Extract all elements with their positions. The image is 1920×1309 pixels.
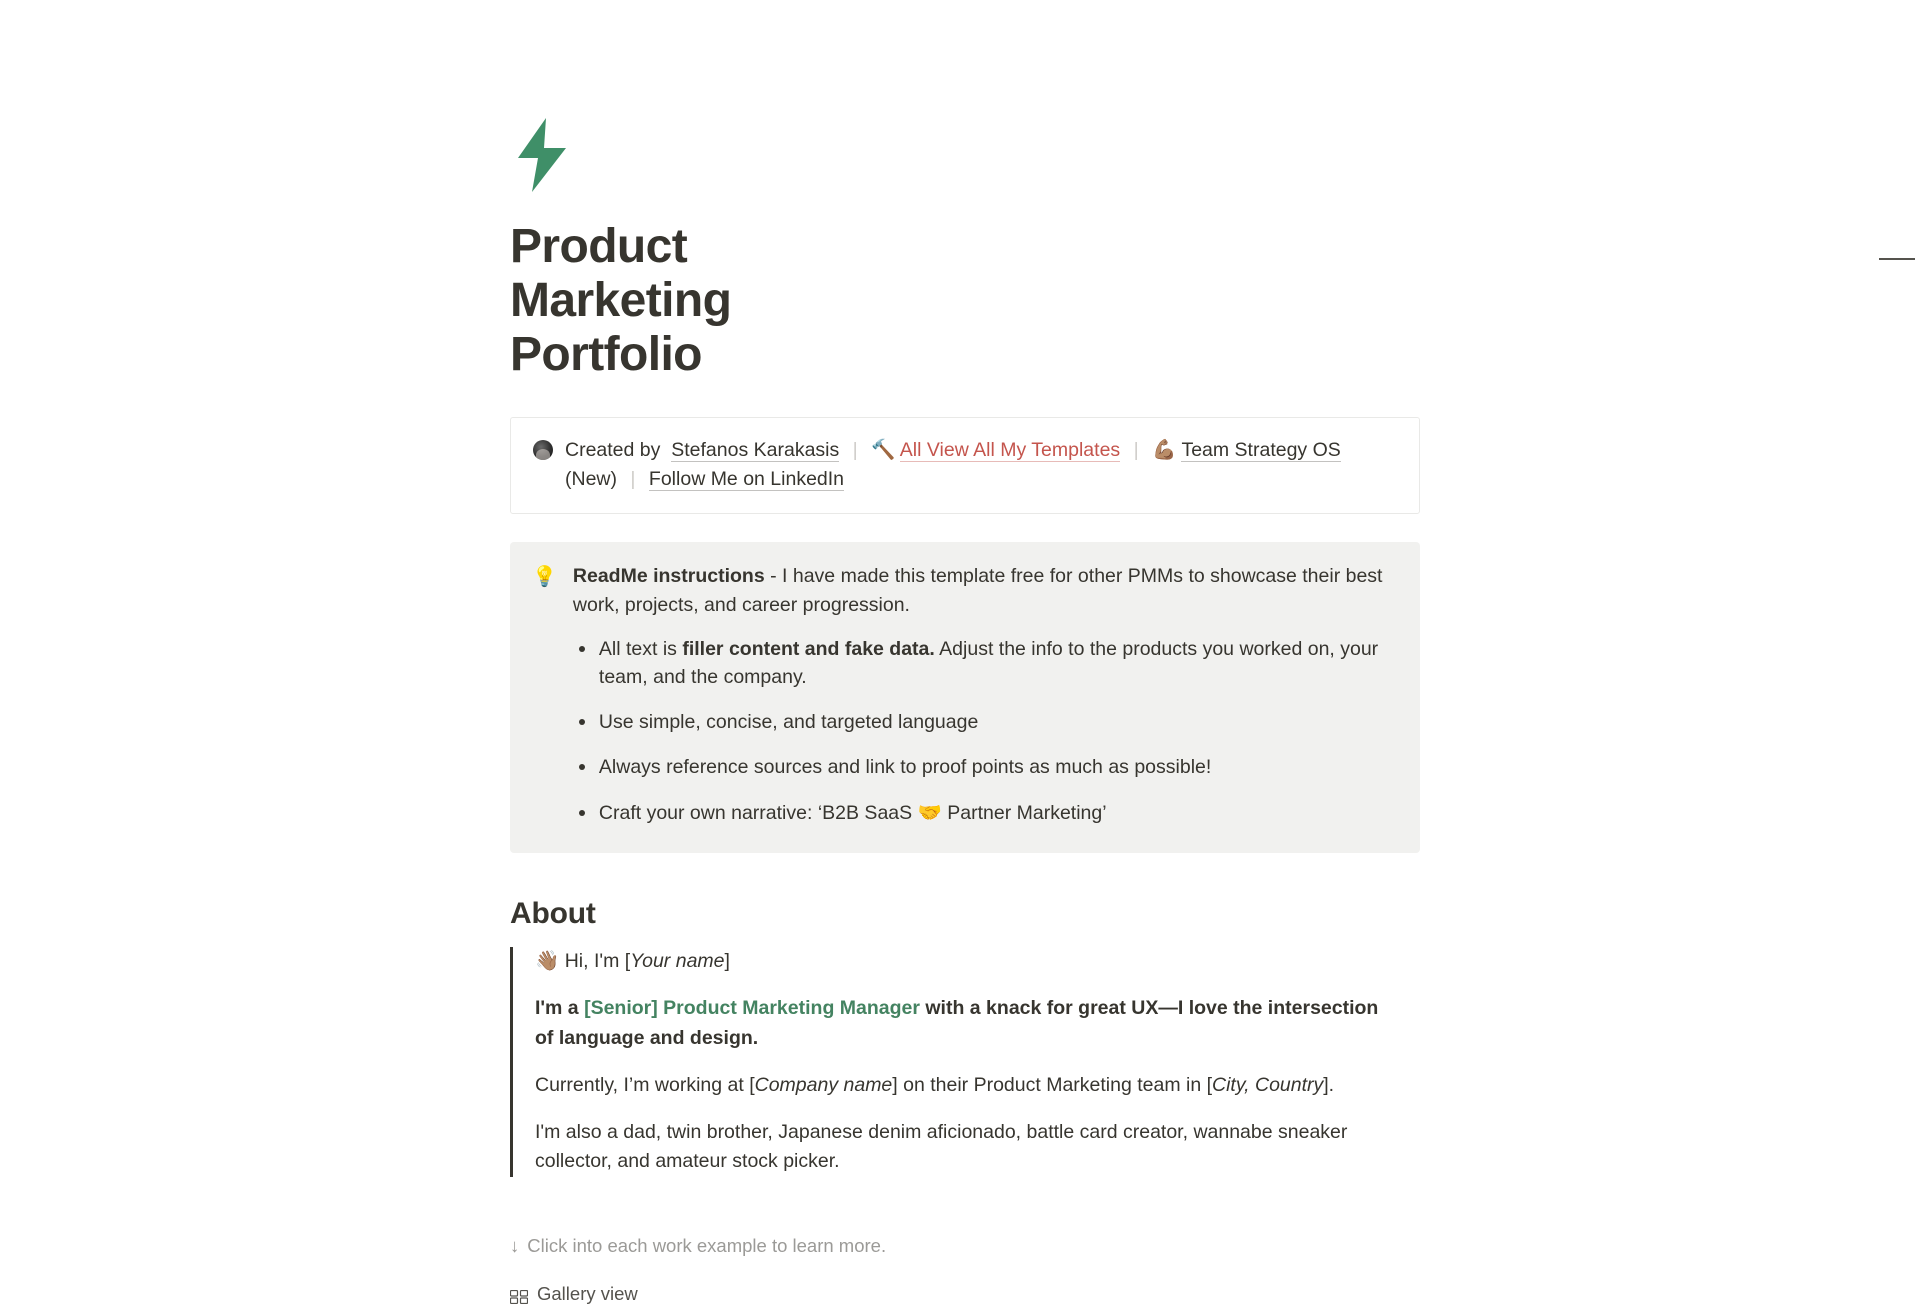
created-by-callout bbox=[510, 417, 1420, 514]
about-heading: About bbox=[510, 897, 596, 931]
gallery-view-icon bbox=[510, 1287, 528, 1301]
linkedin-link[interactable]: Follow Me on LinkedIn bbox=[648, 467, 845, 490]
about-personal: I'm also a dad, twin brother, Japanese denim aficionado, battle card creator, wannabe sneaker collector, and amateur stock picker. bbox=[535, 1121, 1348, 1173]
list-item: Always reference sources and link to proof points as much as possible! bbox=[599, 753, 1394, 781]
avatar bbox=[533, 440, 553, 460]
hammer-icon: 🔨 bbox=[871, 439, 896, 462]
lightning-bolt-logo bbox=[510, 118, 572, 192]
gallery-hint-text: Click into each work example to learn more. bbox=[527, 1234, 887, 1256]
readme-intro: - I have made this template free for other PMMs to showcase their best work, projects, and career progression. bbox=[572, 565, 1383, 617]
created-by-prefix: Created by bbox=[565, 439, 661, 462]
readme-bullet-list bbox=[573, 635, 1394, 827]
readme-heading: ReadMe instructions bbox=[572, 565, 765, 588]
divider-3: | bbox=[630, 467, 636, 490]
gallery-hint bbox=[510, 1235, 910, 1257]
divider-1: | bbox=[852, 439, 858, 462]
down-arrow-icon: ↓ bbox=[510, 1234, 520, 1256]
author-link[interactable]: Stefanos Karakasis bbox=[671, 439, 840, 462]
list-item: All text is filler content and fake data. Adjust the info to the products you worked on, your team, and the company. bbox=[599, 635, 1394, 692]
readme-body bbox=[573, 562, 1394, 827]
gallery-view-label: Gallery view bbox=[537, 1282, 638, 1304]
about-current-role: Currently, I’m working at [Company name] on their Product Marketing team in [City, Country]. bbox=[535, 1073, 1335, 1096]
collapse-handle[interactable] bbox=[1879, 258, 1915, 260]
page-title: Product Marketing Portfolio bbox=[510, 220, 732, 381]
strategy-note: (New) bbox=[565, 467, 617, 490]
gallery-view-tab[interactable] bbox=[510, 1283, 910, 1305]
created-by-text bbox=[565, 436, 1397, 493]
about-quote-block bbox=[510, 947, 1400, 1177]
about-greeting: 👋🏽 Hi, I'm [Your name] bbox=[535, 950, 730, 973]
list-item: Craft your own narrative: ‘B2B SaaS 🤝 Partner Marketing’ bbox=[599, 799, 1394, 827]
muscle-icon: 💪🏽 bbox=[1152, 439, 1177, 462]
list-item: Use simple, concise, and targeted language bbox=[599, 708, 1394, 736]
all-templates-link[interactable]: All View All My Templates bbox=[899, 439, 1121, 462]
divider-2: | bbox=[1133, 439, 1139, 462]
readme-callout bbox=[510, 542, 1420, 853]
team-strategy-os-link[interactable]: Team Strategy OS bbox=[1181, 439, 1341, 462]
wave-icon: 👋🏽 bbox=[535, 950, 560, 973]
about-headline: I'm a [Senior] Product Marketing Manager with a knack for great UX—I love the intersection of language and design. bbox=[535, 997, 1379, 1049]
lightbulb-icon: 💡 bbox=[532, 566, 557, 589]
